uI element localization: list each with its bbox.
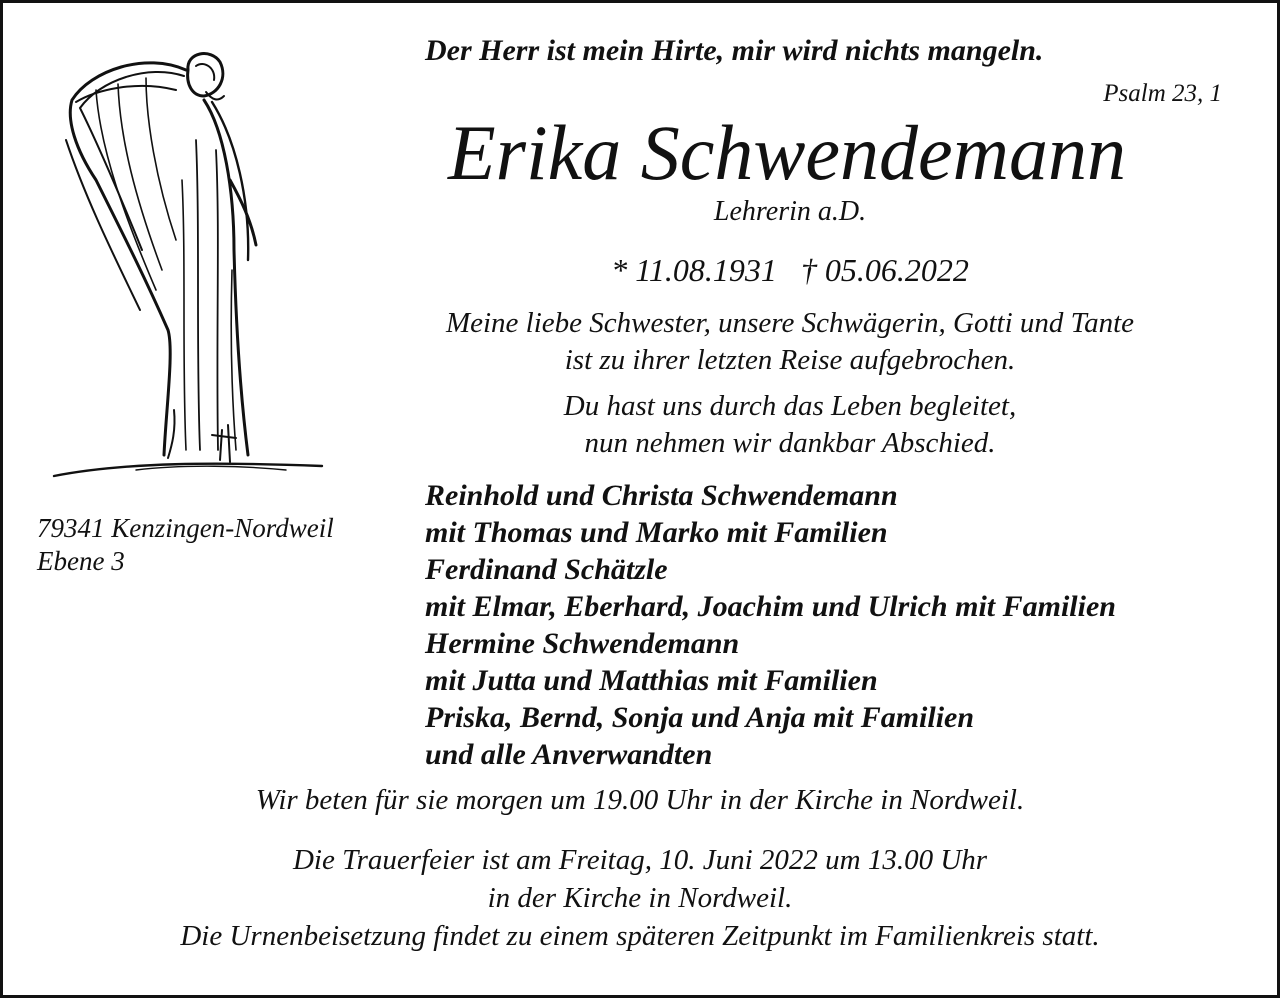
text-line: Du hast uns durch das Leben begleitet, xyxy=(563,390,1017,422)
mourner-line: Priska, Bernd, Sonja und Anja mit Familien xyxy=(425,701,975,734)
service-line: Die Trauerfeier ist am Freitag, 10. Juni 2022 um 13.00 Uhr xyxy=(292,844,988,876)
farewell-text xyxy=(340,305,1240,379)
angel-sketch-illustration xyxy=(36,30,336,485)
deceased-name: Erika Schwendemann xyxy=(447,109,1126,196)
mourner-line: mit Jutta und Matthias mit Familien xyxy=(425,664,878,697)
mourner-line: Ferdinand Schätzle xyxy=(425,553,668,586)
address-line: 79341 Kenzingen-Nordweil xyxy=(37,513,334,543)
text-line: ist zu ihrer letzten Reise aufgebrochen. xyxy=(564,344,1016,376)
gratitude-text xyxy=(340,388,1240,462)
mourner-line: und alle Anverwandten xyxy=(425,738,713,771)
mourners-list xyxy=(425,477,1116,773)
address-block xyxy=(37,512,334,578)
prayer-info: Wir beten für sie morgen um 19.00 Uhr in der Kirche in Nordweil. xyxy=(255,784,1025,816)
service-line: in der Kirche in Nordweil. xyxy=(487,882,793,914)
mourner-line: Reinhold und Christa Schwendemann xyxy=(425,479,898,512)
profession: Lehrerin a.D. xyxy=(713,196,867,227)
life-dates: * 11.08.1931 † 05.06.2022 xyxy=(611,252,969,288)
address-line: Ebene 3 xyxy=(37,546,125,576)
mourner-line: mit Elmar, Eberhard, Joachim und Ulrich mit Familien xyxy=(425,590,1116,623)
mourner-line: Hermine Schwendemann xyxy=(425,627,740,660)
service-line: Die Urnenbeisetzung findet zu einem späteren Zeitpunkt im Familienkreis statt. xyxy=(180,920,1100,952)
motto-quote: Der Herr ist mein Hirte, mir wird nichts mangeln. xyxy=(425,34,1044,67)
text-line: nun nehmen wir dankbar Abschied. xyxy=(584,427,996,459)
mourner-line: mit Thomas und Marko mit Familien xyxy=(425,516,888,549)
funeral-service-info xyxy=(0,841,1280,955)
psalm-reference: Psalm 23, 1 xyxy=(1103,80,1222,107)
text-line: Meine liebe Schwester, unsere Schwägerin, Gotti und Tante xyxy=(445,307,1135,339)
